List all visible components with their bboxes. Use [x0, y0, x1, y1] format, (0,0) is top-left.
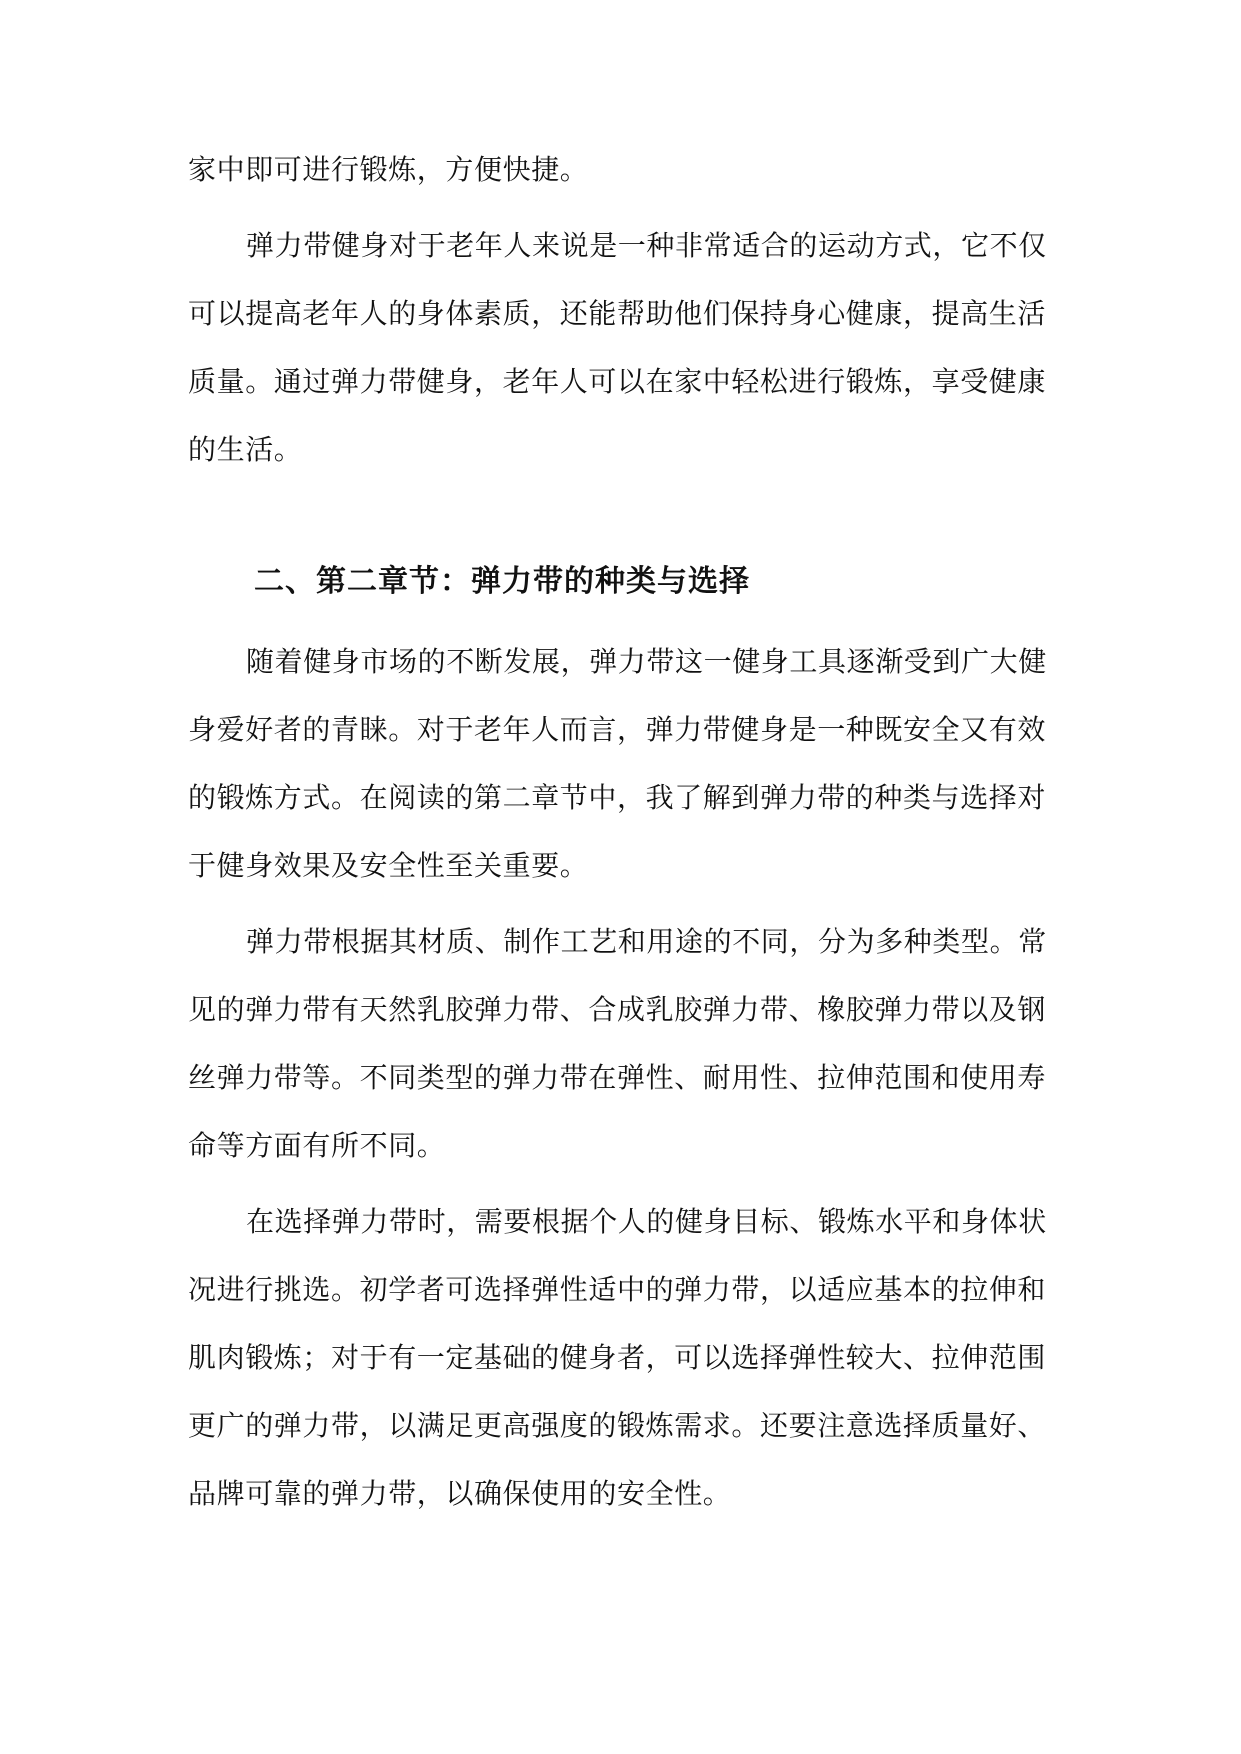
text-line: 肌肉锻炼；对于有一定基础的健身者，可以选择弹性较大、拉伸范围: [188, 1341, 1047, 1374]
text-line: 丝弹力带等。不同类型的弹力带在弹性、耐用性、拉伸范围和使用寿: [188, 1061, 1047, 1094]
paragraph-first-line: 弹力带健身对于老年人来说是一种非常适合的运动方式，它不仅: [246, 229, 1047, 262]
text-line: 品牌可靠的弹力带，以确保使用的安全性。: [188, 1477, 732, 1510]
text-line: 的锻炼方式。在阅读的第二章节中，我了解到弹力带的种类与选择对: [188, 781, 1047, 814]
text-line: 命等方面有所不同。: [188, 1129, 446, 1162]
paragraph-first-line: 随着健身市场的不断发展，弹力带这一健身工具逐渐受到广大健: [246, 645, 1047, 678]
paragraph-first-line: 在选择弹力带时，需要根据个人的健身目标、锻炼水平和身体状: [246, 1205, 1047, 1238]
text-line: 更广的弹力带，以满足更高强度的锻炼需求。还要注意选择质量好、: [188, 1409, 1047, 1442]
text-line: 况进行挑选。初学者可选择弹性适中的弹力带，以适应基本的拉伸和: [188, 1273, 1047, 1306]
text-line: 可以提高老年人的身体素质，还能帮助他们保持身心健康，提高生活: [188, 297, 1047, 330]
paragraph-first-line: 弹力带根据其材质、制作工艺和用途的不同，分为多种类型。常: [246, 925, 1047, 958]
text-line: 于健身效果及安全性至关重要。: [188, 849, 589, 882]
section-heading: 二、第二章节：弹力带的种类与选择: [254, 564, 750, 599]
text-line: 身爱好者的青睐。对于老年人而言，弹力带健身是一种既安全又有效: [188, 713, 1047, 746]
text-line: 家中即可进行锻炼，方便快捷。: [188, 153, 589, 186]
text-line: 质量。通过弹力带健身，老年人可以在家中轻松进行锻炼，享受健康: [188, 365, 1047, 398]
text-line: 见的弹力带有天然乳胶弹力带、合成乳胶弹力带、橡胶弹力带以及钢: [188, 993, 1047, 1026]
text-line: 的生活。: [188, 433, 303, 466]
